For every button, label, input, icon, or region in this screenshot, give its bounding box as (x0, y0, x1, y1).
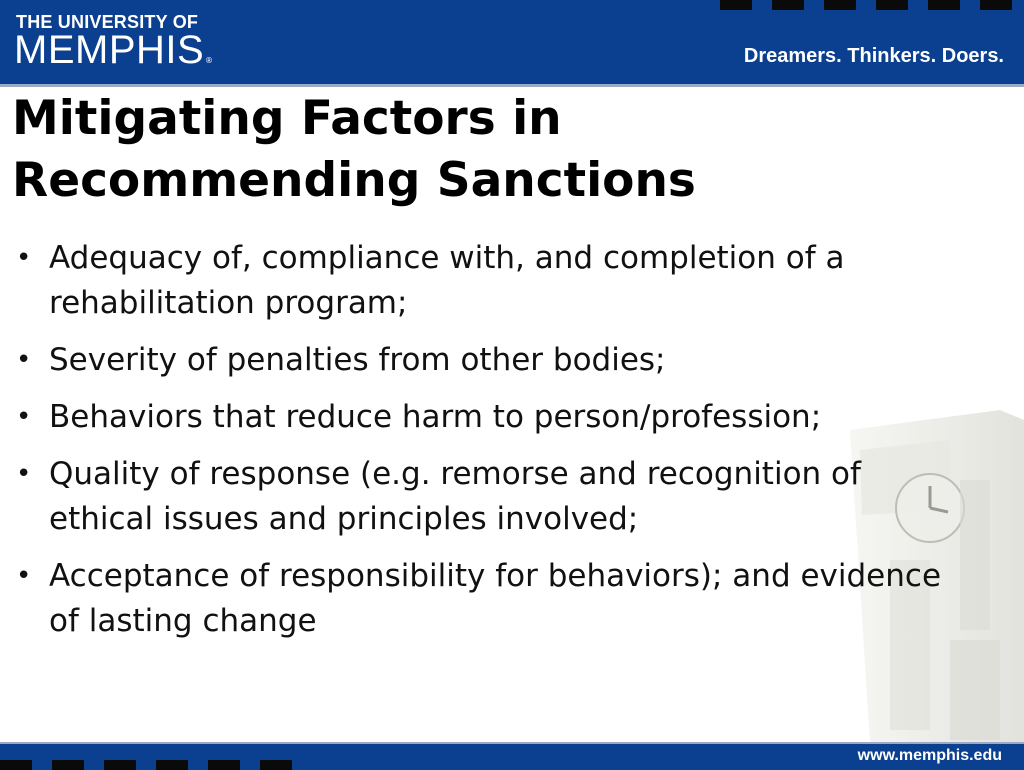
registered-mark: ® (205, 56, 213, 65)
bullet-item (14, 236, 949, 326)
bullet-text: Quality of response (e.g. remorse and recognition of ethical issues and principles involved; (49, 456, 861, 537)
university-logo-top: THE UNIVERSITY OF (16, 12, 199, 32)
slide-title (12, 88, 812, 212)
bottom-dash-decoration (0, 760, 330, 770)
bullet-item (14, 554, 949, 644)
bullet-icon: • (16, 243, 32, 273)
bullet-text: Adequacy of, compliance with, and completion of a rehabilitation program; (49, 240, 845, 321)
bullet-text: Behaviors that reduce harm to person/profession; (49, 399, 822, 435)
bullet-icon: • (16, 561, 32, 591)
bullet-list (14, 236, 949, 656)
header-bar (0, 0, 1024, 87)
bullet-item (14, 395, 949, 440)
bullet-text: Severity of penalties from other bodies; (49, 342, 666, 378)
footer-bar (0, 742, 1024, 770)
top-dash-decoration (720, 0, 1024, 12)
footer-url: www.memphis.edu (857, 747, 1002, 764)
slide-title-line1: Mitigating Factors in (12, 91, 562, 146)
bullet-text: Acceptance of responsibility for behaviors); and evidence of lasting change (49, 558, 942, 639)
slide-title-line2: Recommending Sanctions (12, 153, 696, 208)
bullet-icon: • (16, 402, 32, 432)
bullet-icon: • (16, 459, 32, 489)
tagline: Dreamers. Thinkers. Doers. (743, 45, 1004, 67)
bullet-item (14, 338, 949, 383)
bullet-item (14, 452, 949, 542)
university-logo-name: MEMPHIS (14, 28, 205, 72)
bullet-icon: • (16, 345, 32, 375)
